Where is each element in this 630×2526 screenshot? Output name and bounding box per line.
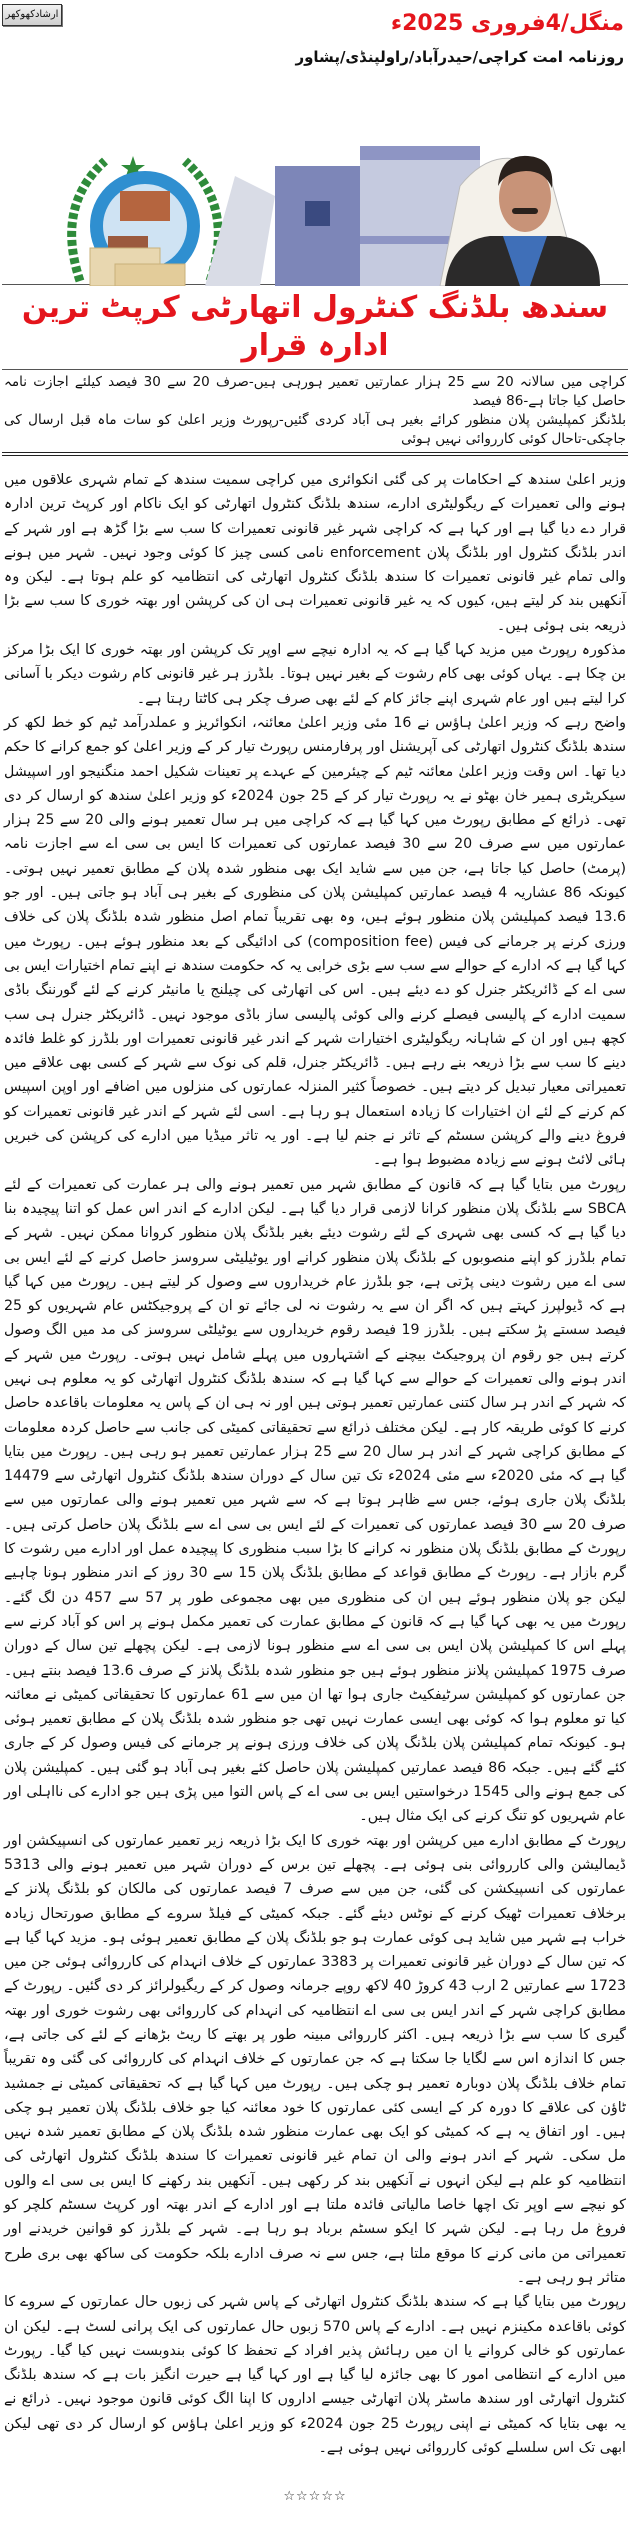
subheadline <box>4 373 626 449</box>
article-paragraph: رپورٹ میں بتایا گیا ہے کہ قانون کے مطابق شہر میں تعمیر ہونے والی ہر عمارت کی تعمیرات کے لئے SBCA سے بلڈنگ پلان منظور کرانا لازمی قرار دیا گیا ہے۔ لیکن ادارے کے اندر اس عمل کو اتنا پیچیدہ بنا دیا گیا ہے کہ کسی بھی شہری کے لئے رشوت دیئے بغیر بلڈنگ پلان منظور کروانا ممکن نہیں۔ شہر کے تمام بلڈرز کو اپنے منصوبوں کے بلڈنگ پلان منظور کرانے اور یوٹیلیٹی سروسز حاصل کرنے کے لئے ایس بی سی اے میں رشوت دینی پڑتی ہے، جو بلڈرز عام خریداروں سے وصول کر لیتے ہیں۔ رپورٹ میں کہا گیا ہے کہ ڈیولپرز کہتے ہیں کہ اگر ان سے یہ رشوت نہ لی جائے تو ان کے پروجیکٹس عام شہریوں کو 25 فیصد سستے پڑ سکتے ہیں۔ بلڈرز 19 فیصد رقوم خریداروں سے یوٹیلٹی سروسز کی مد میں الگ وصول کرتے ہیں جو رقوم ان پروجیکٹ بیچنے کے اشتہاروں میں پہلے شامل نہیں ہوتی۔ رپورٹ میں شہر کے اندر ہونے والی تعمیرات کے حوالے سے کہا گیا ہے کہ سندھ بلڈنگ کنٹرول اتھارٹی کو یہ معلوم ہی نہیں کہ شہر کے اندر ہر سال کتنی عمارتیں تعمیر ہوتی ہیں اور نہ ہی ان کے پاس یہ معلومات باقاعدہ حاصل کرنے کا کوئی طریقہ کار ہے۔ لیکن مختلف ذرائع سے تحقیقاتی کمیٹی کی جانب سے حاصل کردہ معلومات کے مطابق کراچی شہر کے اندر ہر سال 20 سے 25 ہزار عمارتیں تعمیر ہو رہی ہیں۔ رپورٹ میں بتایا گیا ہے کہ مئی 2020ء سے مئی 2024ء تک تین سال کے دوران سندھ بلڈنگ کنٹرول اتھارٹی سے 14479 بلڈنگ پلان جاری ہوئے، جس سے ظاہر ہوتا ہے کہ سے شہر میں تعمیر ہونے والی عمارتوں میں سے صرف 20 سے 30 فیصد عمارتوں کی تعمیرات کے لئے ایس بی سی اے سے بلڈنگ پلان حاصل کرتی ہیں۔ رپورٹ کے مطابق بلڈنگ پلان منظور نہ کرانے کا بڑا سبب منظوری کا پیچیدہ عمل اور ادارے میں رشوت کا گرم بازار ہے۔ رپورٹ کے مطابق قواعد کے مطابق بلڈنگ پلان 15 سے 30 روز کے اندر منظور ہونا چاہیے لیکن جو پلان منظور ہوئے ہیں ان کی منظوری میں بھی مجموعی طور پر 57 سے 457 دن لگ گئے۔ رپورٹ میں یہ بھی کہا گیا ہے کہ قانون کے مطابق عمارت کی تعمیر مکمل ہونے پر اس کو آباد کرنے سے پہلے اس کا کمپلیشن پلان ایس بی سی اے سے منظور ہونا لازمی ہے۔ لیکن پچھلے تین سال کے دوران صرف 1975 کمپلیشن پلانز منظور ہوئے ہیں جو منظور شدہ بلڈنگ پلانز کے صرف 13.6 فیصد بنتے ہیں۔ جن عمارتوں کو کمپلیشن سرٹیفکیٹ جاری ہوا تھا ان میں سے 61 عمارتوں کا تحقیقاتی کمیٹی نے معائنہ کیا تو معلوم ہوا کہ کوئی بھی ایسی عمارت نہیں تھی جو منظور شدہ بلڈنگ پلان کے مطابق تعمیر ہوئی ہو۔ کیونکہ تمام کمپلیشن پلان بلڈنگ پلان کی خلاف ورزی ہونے پر جرمانے کی فیس وصول کر کے جاری کئے گئے ہیں۔ جبکہ 86 فیصد عمارتیں کمپلیشن پلان حاصل کئے بغیر ہی آباد ہو گئی ہیں۔ کمپلیشن پلان کی جمع ہونے والی 1545 درخواستیں ایس بی سی اے کے پاس التوا میں پڑی ہیں جو ادارے کی نااہلی اور عام شہریوں کو تنگ کرنے کی ایک مثال ہیں۔ <box>4 1176 627 1825</box>
divider <box>2 369 628 370</box>
end-stars-icon: ☆☆☆☆☆ <box>283 2489 347 2505</box>
page-header <box>0 0 630 72</box>
double-divider <box>2 452 628 456</box>
article-body <box>4 468 626 2460</box>
building-image <box>205 146 480 286</box>
publication-date: منگل/4فروری 2025ء <box>390 11 624 36</box>
author-tag-button[interactable]: ارشادکھوکھر <box>2 4 62 26</box>
headline: سندھ بلڈنگ کنٹرول اتھارٹی کرپٹ ترین ادارہ قرار <box>21 290 609 363</box>
newspaper-masthead: روزنامہ امت کراچی/حیدرآباد/راولپنڈی/پشاور <box>295 48 624 66</box>
article-paragraph: رپورٹ کے مطابق ادارے میں کرپشن اور بھتہ خوری کا ایک بڑا ذریعہ زیر تعمیر عمارتوں کی انسپیکشن اور ڈیمالیشن والی کارروائی بنی ہوئی ہے۔ پچھلے تین برس کے دوران شہر میں تعمیر ہونے والی 5313 عمارتوں کی انسپیکشن کی گئی، جن میں سے صرف 7 فیصد عمارتوں کی مالکان کو بلڈنگ پلانز کے برخلاف تعمیرات ٹھیک کرنے کے نوٹس دیئے گئے۔ جبکہ کمیٹی کے فیلڈ سروے کے مطابق صورتحال زیادہ خراب ہے شہر میں شاید ہی کوئی عمارت ہو جو بلڈنگ پلان کے مطابق تعمیر ہوئی ہو۔ مزید کہا گیا ہے کہ تین سال کے دوران غیر قانونی تعمیرات پر 3383 عمارتوں کے خلاف انہدام کی کارروائی ہوئی جن میں 1723 سے عمارتیں 2 ارب 43 کروڑ 40 لاکھ روپے جرمانہ وصول کر کے ریگیولرائز کر دی گئیں۔ رپورٹ کے مطابق کراچی شہر کے اندر ایس بی سی اے انتظامیہ کی انہدام کی کارروائی بھی رشوت خوری اور بھتہ گیری کا سب سے بڑا ذریعہ ہیں۔ اکثر کارروائی مبینہ طور پر بھتے کا ریٹ بڑھانے کے لئے کی جاتی ہے، جس کا اندازہ اس سے لگایا جا سکتا ہے کہ جن عمارتوں کے خلاف انہدام کی کارروائی کی گئی وہ تقریباً تمام خلاف بلڈنگ پلان دوبارہ تعمیر ہو چکی ہیں۔ رپورٹ میں کہا گیا ہے کہ تحقیقاتی کمیٹی نے جمشید ٹاؤن کی علاقے کا دورہ کر کے ایسی کئی عمارتوں کا خود معائنہ کیا جو خلاف بلڈنگ پلان تعمیر ہو چکی ہیں۔ اور اتفاق یہ ہے کہ کمیٹی کو ایک بھی عمارت منظور شدہ بلڈنگ پلان کے مطابق تعمیر شدہ نہیں مل سکی۔ شہر کے اندر ہونے والی ان تمام غیر قانونی تعمیرات کا سندھ بلڈنگ کنٹرول اتھارٹی کی انتظامیہ کو علم ہے لیکن انہوں نے آنکھیں بند کر رکھی ہیں۔ آنکھیں بند رکھنے کا ایس بی سی اے والوں کو نیچے سے اوپر تک اچھا خاصا مالیاتی فائدہ ملتا ہے اور ادارے کے اندر بھتہ اور کرپٹ سسٹم کلچر کو فروغ مل رہا ہے۔ لیکن شہر کا ایکو سسٹم برباد ہو رہا ہے۔ شہر کے بلڈرز کو قوانین خریدنے اور تعمیراتی من مانی کرنے کا موقع ملتا ہے، جس سے نہ صرف ادارے بلکہ حکومت کی ساکھ بھی بری طرح متاثر ہو رہی ہے۔ <box>4 1832 627 2286</box>
article-paragraph: واضح رہے کہ وزیر اعلیٰ ہاؤس نے 16 مئی وزیر اعلیٰ معائنہ، انکوائریز و عملدرآمد ٹیم کو خط لکھ کر سندھ بلڈنگ کنٹرول اتھارٹی کی آپریشنل اور پرفارمنس رپورٹ تیار کر کے وزیر اعلیٰ کو جمع کرانے کا حکم دیا تھا۔ اس وقت وزیر اعلیٰ معائنہ ٹیم کے چیئرمین کے عہدے پر تعینات شکیل احمد منگنیجو اور اسپیشل سیکریٹری ہمیر خان بھٹو نے یہ رپورٹ تیار کر کے 25 جون 2024ء کو وزیر اعلیٰ سندھ کو ارسال کر دی تھی۔ ذرائع کے مطابق رپورٹ میں کہا گیا ہے کہ کراچی میں ہر سال تعمیر ہونے والی 20 سے 25 ہزار عمارتوں میں سے صرف 20 سے 30 فیصد عمارتوں کی تعمیرات کا ایس بی سی اے سے اجازت نامہ (پرمٹ) حاصل کیا جاتا ہے، جن میں سے شاید ایک بھی منظور شدہ پلان کے مطابق تعمیر نہیں ہوتی۔ کیونکہ 86 عشاریہ 4 فیصد عمارتیں کمپلیشن پلان کی منظوری کے بغیر ہی آباد ہو جاتی ہیں۔ اور جو 13.6 فیصد کمپلیشن پلان منظور ہوئے ہیں، وہ بھی تقریباً تمام اصل منظور شدہ بلڈنگ پلان کی خلاف ورزی کرنے پر جرمانے کی فیس (composition fee) کی ادائیگی کے بعد منظور ہوئے ہیں۔ رپورٹ میں کہا گیا ہے کہ ادارے کے حوالے سے سب سے بڑی خرابی یہ کہ حکومت سندھ نے اپنے تمام اختیارات ایس بی سی اے کے ڈائریکٹر جنرل کو دے دیئے ہیں۔ اس کی اتھارٹی کی چیلنج یا مانیٹر کرنے کے لئے گورننگ باڈی سمیت ادارے کے پالیسی فیصلے کرنے والی کوئی پالیسی ساز باڈی موجود نہیں۔ ڈائریکٹر جنرل ہی سب کچھ ہیں اور ان کے شاہانہ ریگولیٹری اختیارات شہر کے اندر غیر قانونی تعمیرات اور بلڈرز کو غلط فائدہ دینے کا سب سے بڑا ذریعہ بنے رہے ہیں۔ ڈائریکٹر جنرل، قلم کی نوک سے شہر کے کسی بھی علاقے میں تعمیراتی معیار تبدیل کر دیتے ہیں۔ خصوصاً کثیر المنزلہ عمارتوں کی منزلوں میں اضافے اور اوپن اسپیس کم کرنے کے لئے ان اختیارات کا زیادہ استعمال ہو رہا ہے۔ اسی لئے شہر کے اندر غیر قانونی تعمیرات کو فروغ دینے والے کرپشن سسٹم کے تاثر نے جنم لیا ہے۔ اور یہ تاثر میڈیا میں ادارے کی کرپشن کی خبریں ہائی لائٹ ہونے سے زیادہ مضبوط ہوا ہے۔ <box>4 714 626 1169</box>
article-paragraph: مذکورہ رپورٹ میں مزید کہا گیا ہے کہ یہ ادارہ نیچے سے اوپر تک کرپشن اور بھتہ خوری کا ایک بڑا مرکز بن چکا ہے۔ یہاں کوئی بھی کام رشوت کے بغیر نہیں ہوتا۔ بلڈرز ہر غیر قانونی کام رشوت دیکر با آسانی کرا لیتے ہیں اور عام شہری اپنے جائز کام کے لئے بھی صرف چکر ہی کاٹتا رہتا ہے۔ <box>4 642 626 707</box>
article-paragraph: وزیر اعلیٰ سندھ کے احکامات پر کی گئی انکوائری میں کراچی سمیت سندھ کے تمام شہری علاقوں میں ہونے والی تعمیرات کے ریگولیٹری ادارے، سندھ بلڈنگ کنٹرول اتھارٹی کو ایک ناکام اور کرپٹ ترین ادارہ قرار دے دیا گیا ہے اور کہا ہے کہ کراچی شہر غیر قانونی تعمیرات کا سب سے بڑا گڑھ ہے اور شہر کے اندر بلڈنگ کنٹرول اور بلڈنگ پلان enforcement نامی کسی چیز کا کوئی وجود نہیں۔ شہر میں ہونے والی تمام غیر قانونی تعمیرات کا سندھ بلڈنگ کنٹرول اتھارٹی کی انتظامیہ کو علم ہوتا ہے۔ لیکن وہ آنکھیں بند کر لیتے ہیں، کیوں کہ یہ غیر قانونی تعمیرات ہی ان کی کرپشن اور بھتہ خوری کا سب سے بڑا ذریعہ بنی ہوئی ہیں۔ <box>4 472 626 634</box>
subheadline-line: بلڈنگز کمپلیشن پلان منظور کرائے بغیر ہی آباد کردی گئیں-رپورٹ وزیر اعلیٰ کو سات ماہ قبل ارسال کی جاچکی-تاحال کوئی کارروائی نہیں ہوئی <box>4 412 626 447</box>
sbca-logo-icon <box>72 156 219 286</box>
article-photo <box>60 136 600 286</box>
photo-area <box>0 72 630 284</box>
article-paragraph: رپورٹ میں بتایا گیا ہے کہ سندھ بلڈنگ کنٹرول اتھارٹی کے پاس شہر کی زبوں حال عمارتوں کے سروے کا کوئی باقاعدہ مکینزم نہیں ہے۔ ادارے کے پاس 570 زبوں حال عمارتوں کی ایک پرانی لسٹ ہے۔ لیکن ان عمارتوں کو خالی کروانے یا ان میں رہائش پذیر افراد کے تحفظ کا کوئی بندوبست نہیں کیا گیا۔ رپورٹ میں ادارے کے انتظامی امور کا بھی جائزہ لیا گیا ہے اور کہا گیا ہے حیرت انگیز بات ہے کہ سندھ بلڈنگ کنٹرول اتھارٹی اور سندھ ماسٹر پلان اتھارٹی جیسے اداروں کا اپنا الگ کوئی قانون موجود نہیں۔ ذرائع نے یہ بھی بتایا کہ کمیٹی نے اپنی رپورٹ 25 جون 2024ء کو وزیر اعلیٰ ہاؤس کو ارسال کر دی تھی لیکن ابھی تک اس سلسلے کوئی کارروائی نہیں ہوئی ہے۔ <box>4 2294 627 2457</box>
subheadline-line: کراچی میں سالانہ 20 سے 25 ہزار عمارتیں تعمیر ہورہی ہیں-صرف 20 سے 30 فیصد کیلئے اجازت نامہ حاصل کیا جاتا ہے-86 فیصد <box>4 374 626 409</box>
